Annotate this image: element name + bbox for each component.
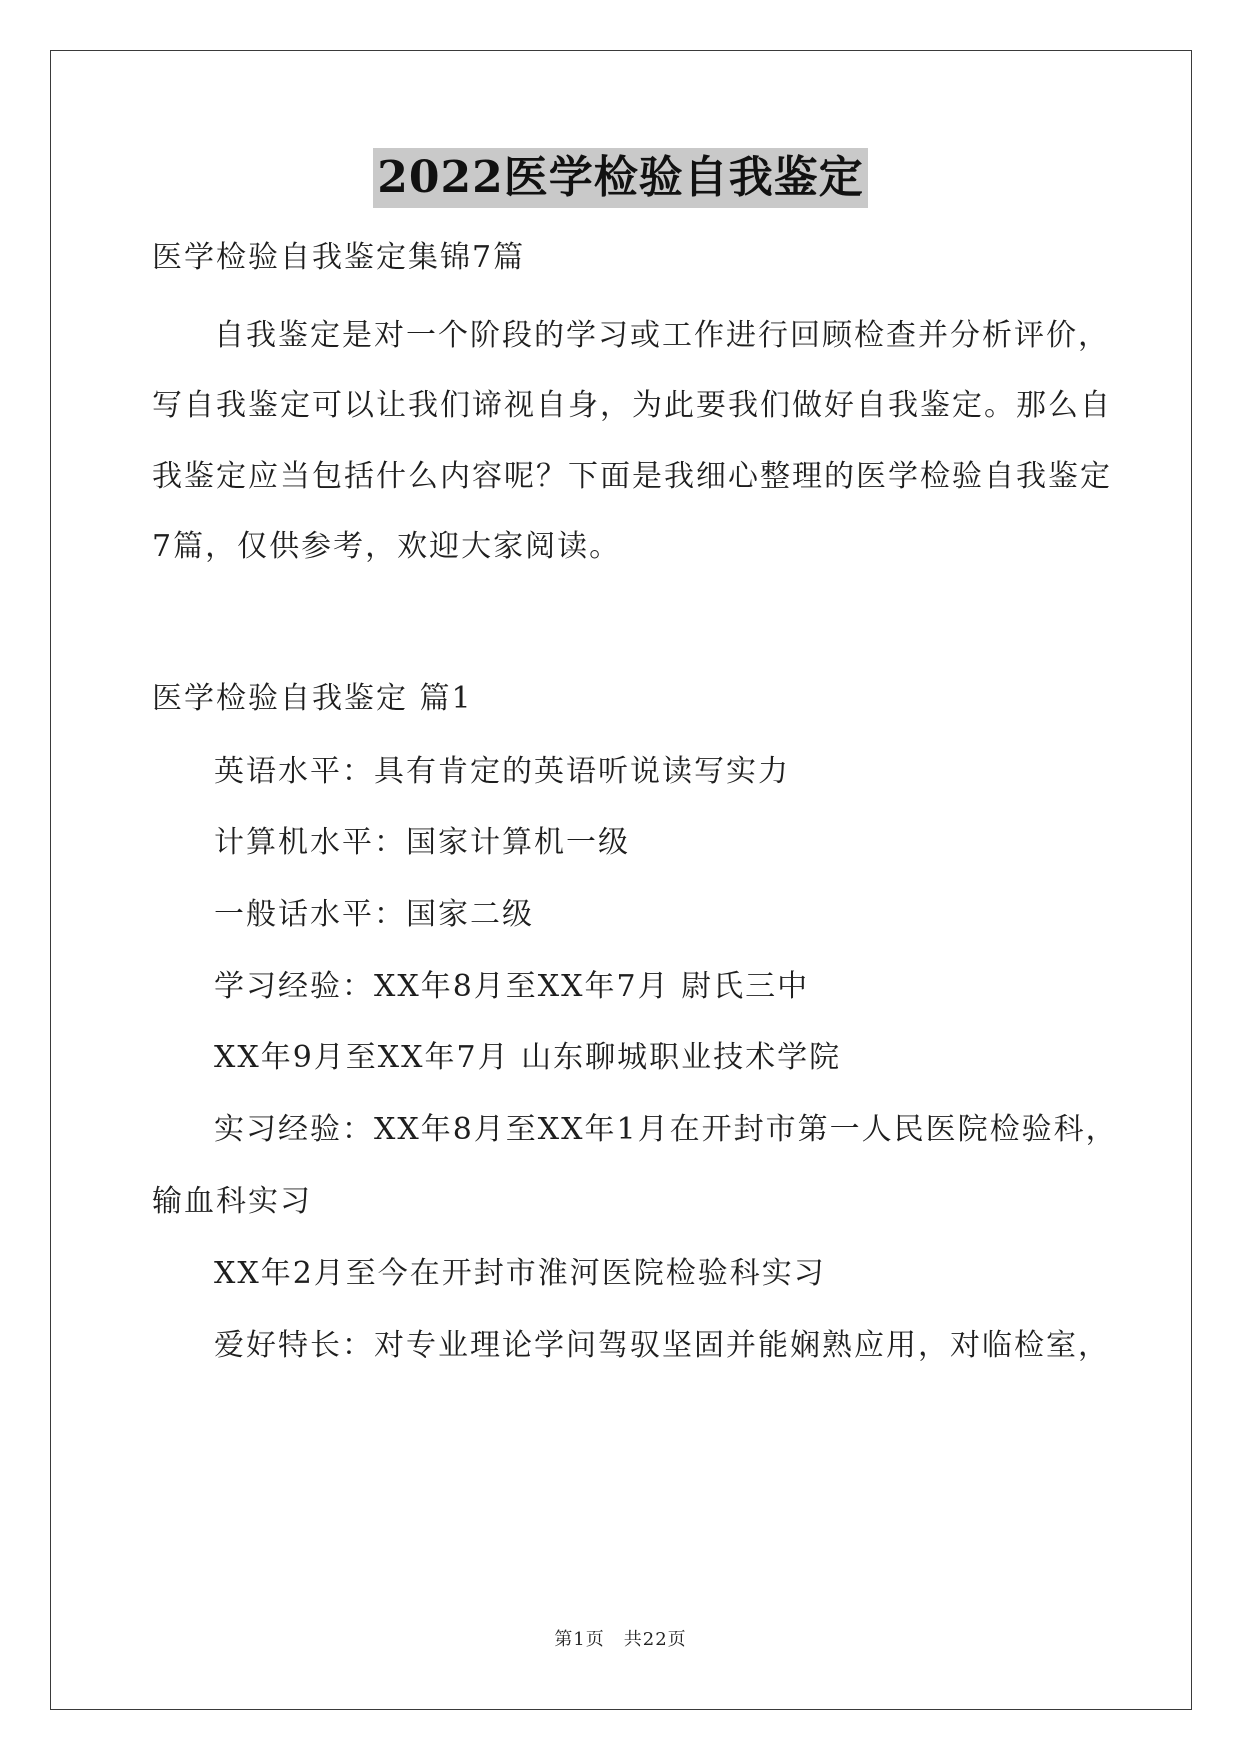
intro-line-1: 自我鉴定是对一个阶段的学习或工作进行回顾检查并分析评价， [214, 318, 1110, 353]
body-line-6: 实习经验：XX年8月至XX年1月在开封市第一人民医院检验科， [214, 1112, 1118, 1147]
body-line-8: XX年2月至今在开封市淮河医院检验科实习 [214, 1256, 826, 1291]
body-line-5: XX年9月至XX年7月 山东聊城职业技术学院 [214, 1040, 842, 1075]
page-number-footer: 第1页 共22页 [554, 1629, 687, 1650]
body-line-9: 爱好特长：对专业理论学问驾驭坚固并能娴熟应用，对临检室， [214, 1328, 1110, 1363]
section-heading: 医学检验自我鉴定 篇1 [152, 681, 473, 716]
body-line-1: 英语水平：具有肯定的英语听说读写实力 [214, 754, 790, 789]
intro-line-4: 7篇，仅供参考，欢迎大家阅读。 [152, 529, 622, 564]
intro-line-3: 我鉴定应当包括什么内容呢？下面是我细心整理的医学检验自我鉴定 [152, 459, 1112, 494]
page-border [50, 50, 1192, 1710]
document-title: 2022医学检验自我鉴定 [373, 148, 867, 208]
body-line-4: 学习经验：XX年8月至XX年7月 尉氏三中 [214, 969, 810, 1004]
body-line-3: 一般话水平：国家二级 [214, 897, 534, 932]
subtitle: 医学检验自我鉴定集锦7篇 [152, 240, 526, 275]
body-line-2: 计算机水平：国家计算机一级 [214, 825, 630, 860]
title-container [0, 148, 1241, 208]
intro-line-2: 写自我鉴定可以让我们谛视自身，为此要我们做好自我鉴定。那么自 [152, 388, 1112, 423]
body-line-7: 输血科实习 [152, 1184, 312, 1219]
